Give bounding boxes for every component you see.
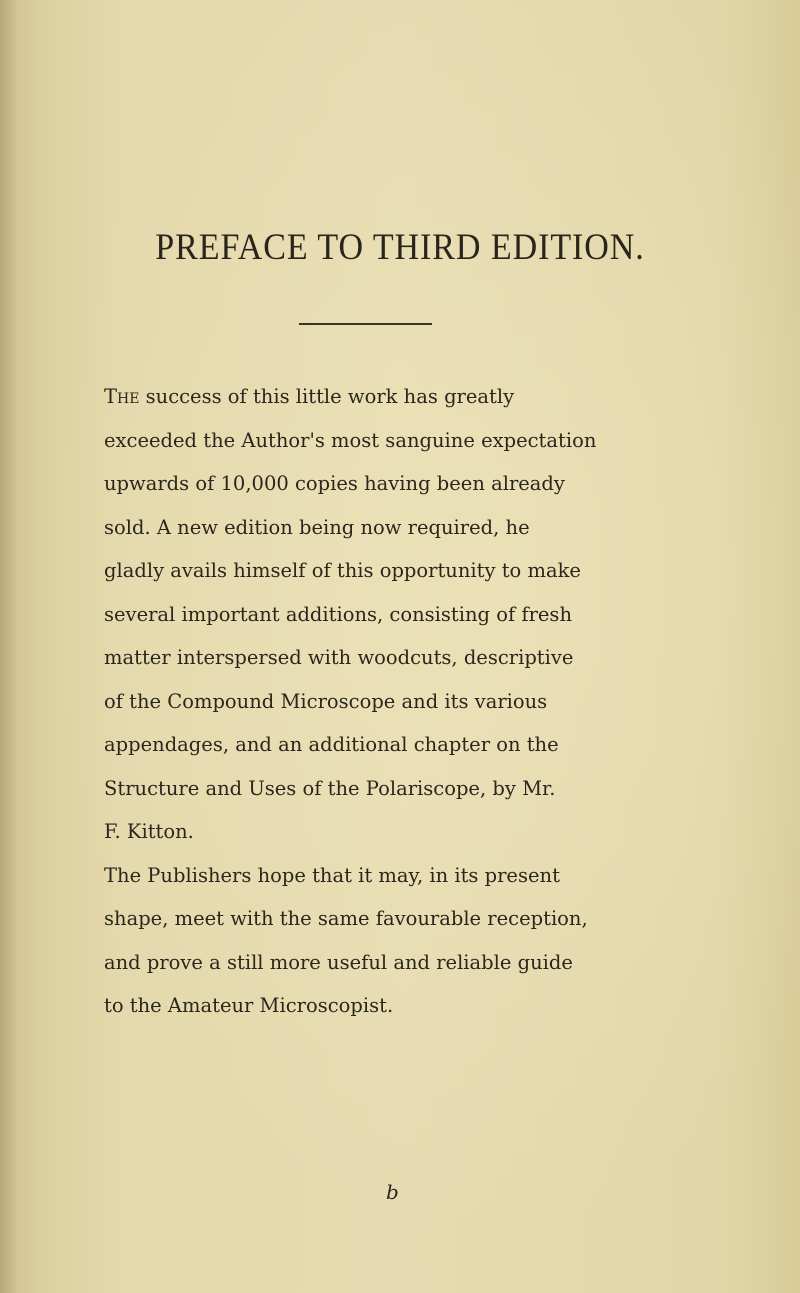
text-line: Structure and Uses of the Polariscope, by Mr. (104, 776, 556, 800)
signature-mark: b (386, 1180, 399, 1204)
text-line: upwards of 10,000 copies having been already (104, 472, 565, 495)
text-line: sold. A new edition being now required, he (104, 515, 530, 539)
text-line: exceeded the Author's most sanguine expectation (104, 428, 597, 452)
text-line: gladly avails himself of this opportunity to make (104, 559, 581, 582)
text-line: several important additions, consisting of fresh (104, 602, 572, 626)
page-title: PREFACE TO THIRD EDITION. (155, 227, 645, 268)
title-rule (299, 323, 432, 325)
text-line: F. Kitton. (104, 820, 194, 843)
text-line: and prove a still more useful and reliable guide (104, 950, 573, 974)
paragraph-1 (104, 375, 662, 854)
page-edge-shadow (0, 0, 18, 1293)
preface-body (104, 375, 662, 1028)
text-line: to the Amateur Microscopist. (104, 994, 394, 1017)
text-line: success of this little work has greatly (139, 385, 515, 408)
text-line: matter interspersed with woodcuts, descriptive (104, 646, 574, 669)
paragraph-2 (104, 854, 662, 1028)
text-line: appendages, and an additional chapter on the (104, 733, 559, 756)
lead-word: The (104, 385, 140, 408)
text-line: shape, meet with the same favourable reception, (104, 907, 588, 930)
text-line: The Publishers hope that it may, in its present (104, 863, 560, 887)
text-line: of the Compound Microscope and its various (104, 689, 548, 713)
